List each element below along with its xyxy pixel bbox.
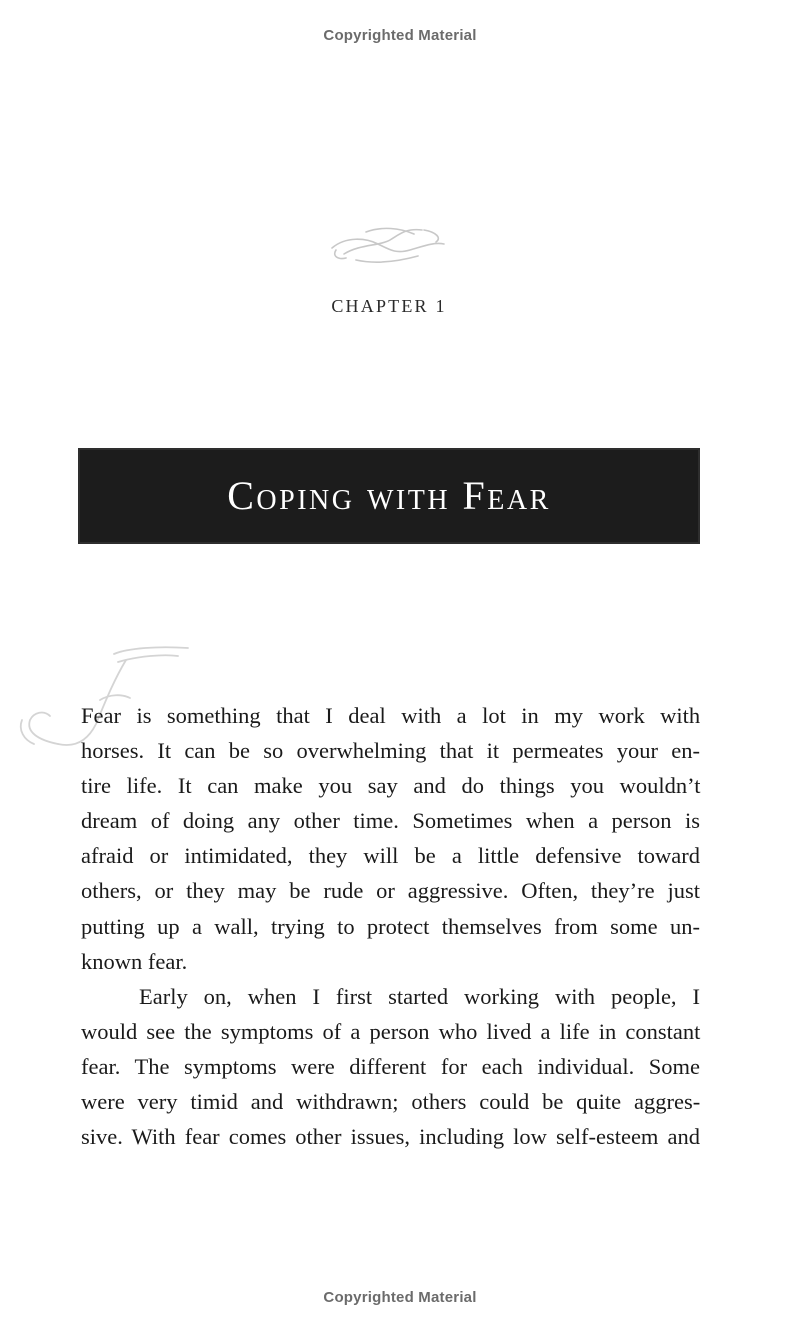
text-line: sive. With fear comes other issues, including low self-esteem and	[81, 1124, 700, 1150]
text-line: were very timid and withdrawn; others could be quite aggres-	[81, 1089, 701, 1115]
text-line: putting up a wall, trying to protect themselves from some un-	[81, 913, 700, 939]
text-line: dream of doing any other time. Sometimes when a person is	[81, 808, 700, 834]
chapter-title-banner	[78, 448, 700, 544]
chapter-body-text	[81, 698, 700, 1154]
text-line: others, or they may be rude or aggressive. Often, they’re just	[81, 878, 700, 904]
text-line: Fear is something that I deal with a lot in my work with	[81, 703, 701, 728]
copyright-watermark-top: Copyrighted Material	[323, 27, 477, 44]
text-line: afraid or intimidated, they will be a little defensive toward	[81, 843, 700, 869]
flourish-ornament-icon	[326, 220, 450, 270]
chapter-title: Coping with Fear	[227, 473, 551, 518]
chapter-number: CHAPTER 1	[331, 296, 447, 316]
text-line: tire life. It can make you say and do things you wouldn’t	[81, 773, 701, 799]
text-line: would see the symptoms of a person who lived a life in constant	[81, 1018, 701, 1044]
text-line: Early on, when I first started working with people, I	[139, 983, 701, 1009]
text-line: known fear.	[81, 948, 188, 974]
copyright-watermark-bottom: Copyrighted Material	[323, 1289, 477, 1306]
text-line: fear. The symptoms were different for each individual. Some	[81, 1053, 700, 1079]
text-line: horses. It can be so overwhelming that it permeates your en-	[81, 738, 700, 764]
